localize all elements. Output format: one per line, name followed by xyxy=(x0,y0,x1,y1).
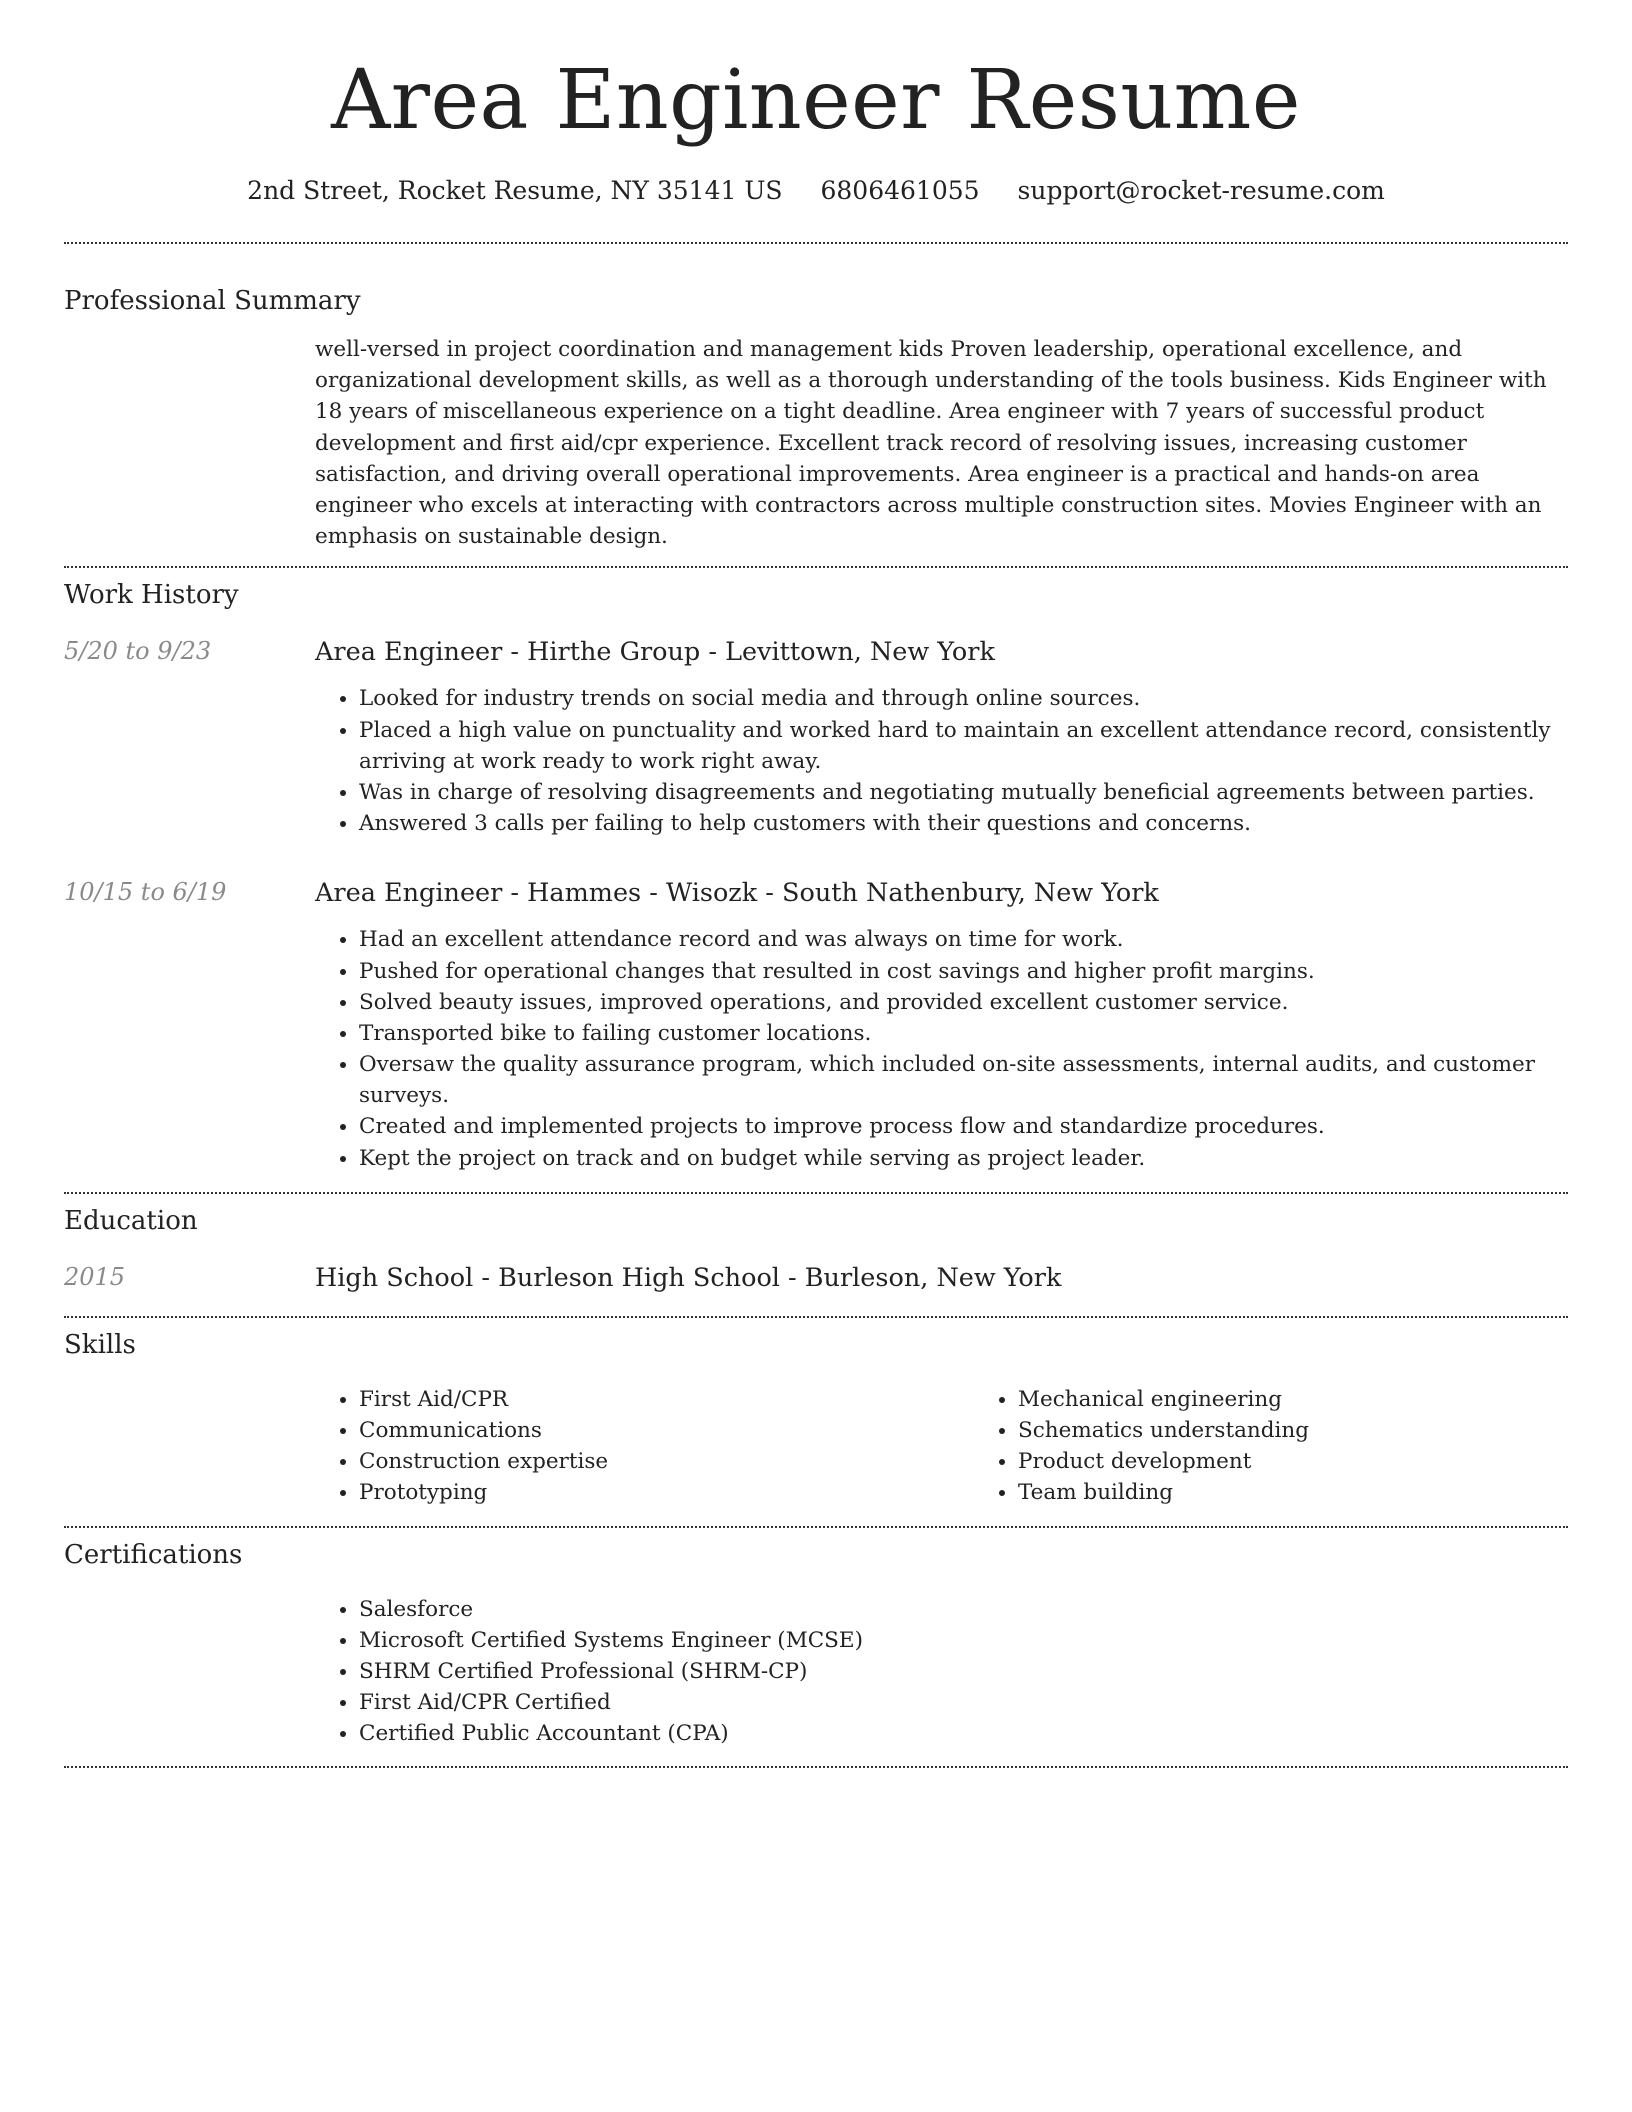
skills-list-right xyxy=(974,1384,1309,1509)
resume-title: Area Engineer Resume xyxy=(331,53,1301,148)
job-entry xyxy=(64,636,1568,839)
list-item: • Created and implemented projects to improve process flow and standardize procedures. xyxy=(359,1111,1568,1142)
education-title xyxy=(315,1262,1568,1295)
list-item: • Looked for industry trends on social media and through online sources. xyxy=(359,683,1568,714)
job-bullets xyxy=(315,683,1568,839)
divider-skills xyxy=(64,1526,1568,1528)
summary-spacer xyxy=(64,334,315,552)
list-item: • First Aid/CPR xyxy=(359,1384,974,1415)
certifications-heading: Certifications xyxy=(64,1539,243,1570)
list-item: • Certified Public Accountant (CPA) xyxy=(359,1718,1568,1749)
list-item: • Solved beauty issues, improved operations, and provided excellent customer service. xyxy=(359,987,1568,1018)
list-item: • Pushed for operational changes that resulted in cost savings and higher profit margins. xyxy=(359,956,1568,987)
list-item: • Transported bike to failing customer locations. xyxy=(359,1018,1568,1049)
education-degree: High School xyxy=(315,1262,474,1293)
summary-row xyxy=(64,334,1568,552)
list-item: • SHRM Certified Professional (SHRM-CP) xyxy=(359,1656,1568,1687)
summary-heading: Professional Summary xyxy=(64,286,361,316)
contact-address: 2nd Street, Rocket Resume, NY 35141 US xyxy=(247,176,783,205)
job-dates: 5/20 to 9/23 xyxy=(64,637,212,666)
education-school: - Burleson High School - Burleson, New York xyxy=(473,1262,1062,1293)
contact-email: support@rocket-resume.com xyxy=(1017,176,1385,205)
list-item: • Construction expertise xyxy=(359,1446,974,1477)
resume-page xyxy=(64,0,1568,1768)
divider-work xyxy=(64,1192,1568,1194)
education-year: 2015 xyxy=(64,1262,126,1291)
education-heading: Education xyxy=(64,1205,198,1236)
divider-summary xyxy=(64,566,1568,568)
contact-phone: 6806461055 xyxy=(820,176,980,205)
contact-line xyxy=(64,176,1568,206)
skills-columns xyxy=(315,1384,1568,1509)
list-item: • Microsoft Certified Systems Engineer (MCSE) xyxy=(359,1625,1568,1656)
skills-spacer xyxy=(64,1384,315,1509)
education-entry xyxy=(64,1262,1568,1295)
divider-education xyxy=(64,1316,1568,1318)
certifications-content xyxy=(315,1594,1568,1750)
skills-heading: Skills xyxy=(64,1329,136,1360)
work-heading: Work History xyxy=(64,580,239,611)
education-content xyxy=(315,1262,1568,1295)
job-bullets xyxy=(315,924,1568,1173)
skills-list-left xyxy=(315,1384,974,1509)
list-item: • Answered 3 calls per failing to help customers with their questions and concerns. xyxy=(359,808,1568,839)
summary-text: well-versed in project coordination and management kids Proven leadership, operational excellence, and organizational development skills, as well as a thorough understanding of the tools business. Kids Engineer with 18 years of miscellaneous experience on a tight deadline. Area engineer with 7 years of successful product development and first aid/cpr experience. Excellent track record of resolving issues, increasing customer satisfaction, and driving overall operational improvements. Area engineer is a practical and hands-on area engineer who excels at interacting with contractors across multiple construction sites. Movies Engineer with an emphasis on sustainable design. xyxy=(315,337,1547,550)
job-title: Area Engineer - Hirthe Group - Levittown, New York xyxy=(315,637,995,668)
list-item: • First Aid/CPR Certified xyxy=(359,1687,1568,1718)
certifications-list xyxy=(315,1594,1568,1750)
job-title: Area Engineer - Hammes - Wisozk - South Nathenbury, New York xyxy=(315,878,1159,909)
list-item: • Placed a high value on punctuality and worked hard to maintain an excellent attendance record, consistently arriving at work ready to work right away. xyxy=(359,715,1568,777)
divider-header xyxy=(64,242,1568,244)
list-item: • Team building xyxy=(1018,1477,1309,1508)
list-item: • Product development xyxy=(1018,1446,1309,1477)
list-item: • Kept the project on track and on budget while serving as project leader. xyxy=(359,1143,1568,1174)
list-item: • Was in charge of resolving disagreements and negotiating mutually beneficial agreements between parties. xyxy=(359,777,1568,808)
list-item: • Oversaw the quality assurance program, which included on-site assessments, internal audits, and customer surveys. xyxy=(359,1049,1568,1111)
list-item: • Mechanical engineering xyxy=(1018,1384,1309,1415)
divider-certifications xyxy=(64,1766,1568,1768)
job-entry xyxy=(64,877,1568,1174)
job-dates: 10/15 to 6/19 xyxy=(64,878,227,907)
skills-row xyxy=(64,1384,1568,1509)
list-item: • Had an excellent attendance record and was always on time for work. xyxy=(359,924,1568,955)
certifications-spacer xyxy=(64,1594,315,1750)
list-item: • Schematics understanding xyxy=(1018,1415,1309,1446)
list-item: • Salesforce xyxy=(359,1594,1568,1625)
job-content xyxy=(315,636,1568,839)
job-content xyxy=(315,877,1568,1174)
list-item: • Prototyping xyxy=(359,1477,974,1508)
certifications-row xyxy=(64,1594,1568,1750)
list-item: • Communications xyxy=(359,1415,974,1446)
